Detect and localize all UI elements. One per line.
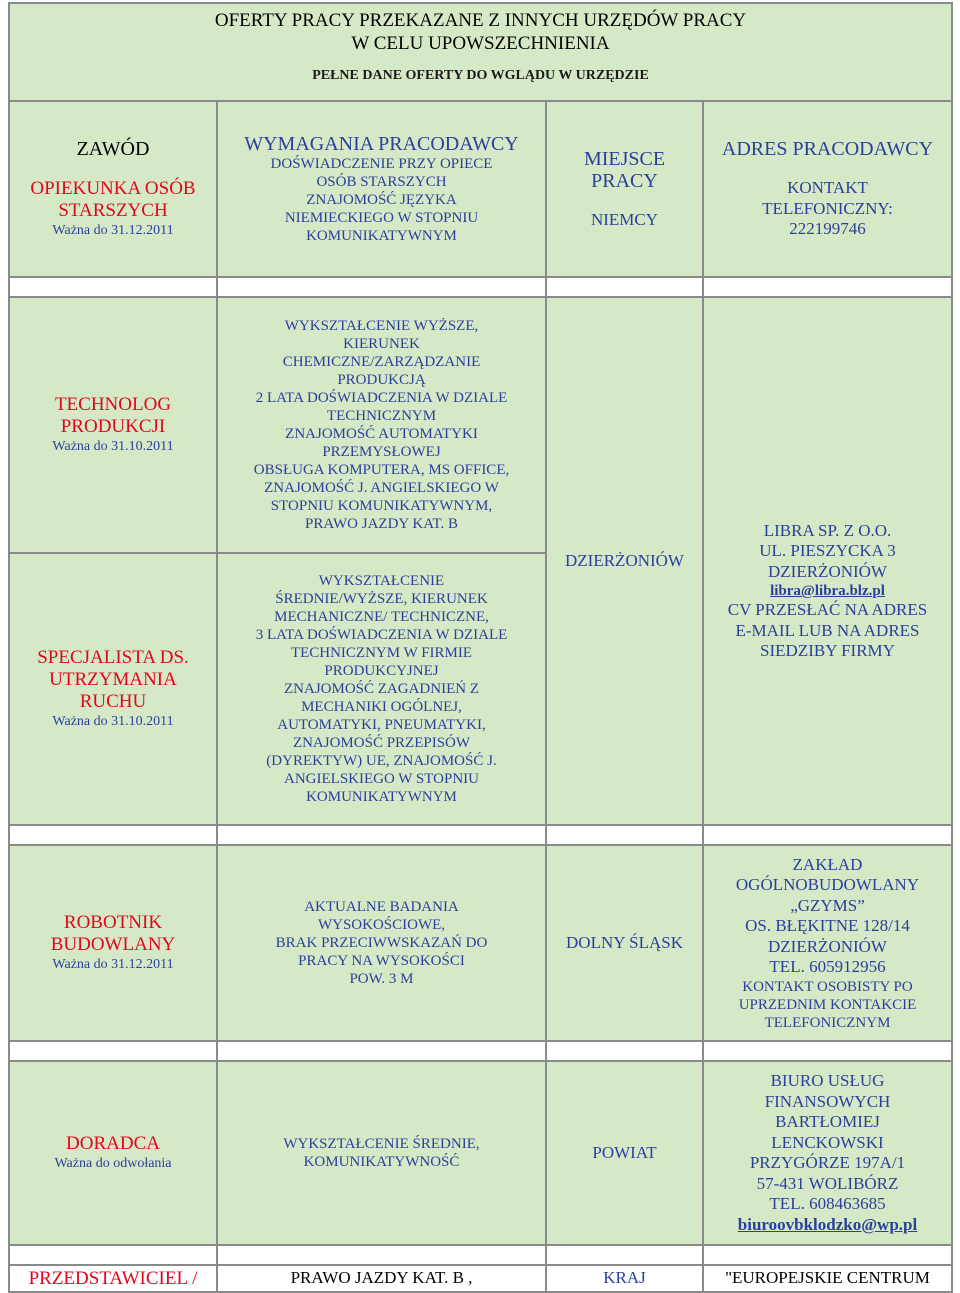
valid-until: Ważna do odwołania	[54, 1156, 172, 1171]
requirement-line: PRACY NA WYSOKOŚCI	[298, 953, 465, 969]
grid-line	[951, 2, 953, 1293]
requirement-line: ŚREDNIE/WYŻSZE, KIERUNEK	[275, 591, 488, 607]
grid-line	[8, 296, 953, 298]
row5-col4	[704, 1062, 951, 1244]
requirement-line: KOMUNIKATYWNYM	[306, 228, 457, 244]
address-line: 222199746	[789, 219, 866, 239]
requirement-line: 2 LATA DOŚWIADCZENIA W DZIALE	[255, 390, 508, 406]
requirement-line: ZNAJOMOŚĆ AUTOMATYKI	[285, 426, 478, 442]
col-header-miejsce-2: PRACY	[591, 169, 658, 192]
requirement-line: AKTUALNE BADANIA	[304, 899, 459, 915]
requirement-line: TECHNICZNYM W FIRMIE	[290, 645, 473, 661]
row2-col2	[218, 298, 545, 552]
address-line: ZAKŁAD	[792, 854, 863, 874]
address-line: DZIERŻONIÓW	[768, 561, 887, 581]
address-line: FINANSOWYCH	[764, 1091, 891, 1111]
requirement-line: ZNAJOMOŚĆ JĘZYKA	[306, 192, 457, 208]
work-place: POWIAT	[592, 1142, 657, 1162]
row3-col1	[10, 554, 216, 824]
requirement-line: PRZEMYSŁOWEJ	[322, 444, 441, 460]
address-line: OGÓLNOBUDOWLANY	[735, 875, 920, 894]
email-link[interactable]: libra@libra.blz.pl	[770, 583, 885, 599]
address-line: UPRZEDNIM KONTAKCIE	[738, 996, 917, 1013]
grid-line	[8, 2, 10, 1293]
spacer-row-4	[10, 1246, 951, 1264]
row4-col4	[704, 846, 951, 1040]
address-line: BARTŁOMIEJ	[775, 1112, 880, 1131]
address-line: KONTAKT OSOBISTY PO	[742, 978, 913, 995]
requirement-line: WYKSZTAŁCENIE ŚREDNIE,	[283, 1136, 480, 1152]
requirement-line: OSÓB STARSZYCH	[316, 174, 447, 190]
valid-until: Ważna do 31.12.2011	[52, 223, 174, 238]
row4-col1	[10, 846, 216, 1040]
grid-line	[8, 844, 953, 846]
row4-col2	[218, 846, 545, 1040]
row1-col2	[218, 102, 545, 276]
grid-line	[8, 824, 953, 826]
grid-line	[702, 100, 704, 1293]
job-title-line: ROBOTNIK	[63, 912, 163, 933]
row4-col3	[547, 846, 702, 1040]
spacer-row-2	[10, 826, 951, 844]
job-title-line: SPECJALISTA DS.	[37, 647, 189, 668]
job-title-line: BUDOWLANY	[50, 934, 176, 955]
grid-line	[216, 100, 218, 1293]
job-title-line: OPIEKUNKA OSÓB	[30, 178, 196, 199]
address-line: LENCKOWSKI	[771, 1132, 884, 1152]
requirement-line: AUTOMATYKI, PNEUMATYKI,	[277, 717, 486, 733]
job-title-line: TECHNOLOG	[54, 394, 172, 415]
grid-line	[8, 1264, 953, 1266]
address-line: 57-431 WOLIBÓRZ	[756, 1173, 899, 1193]
grid-line	[8, 276, 953, 278]
valid-until: Ważna do 31.10.2011	[52, 439, 174, 454]
address-line: „GZYMS”	[790, 895, 865, 915]
requirement-line: PRAWO JAZDY KAT. B	[305, 516, 458, 532]
row1-col4	[704, 102, 951, 276]
spacer-row-1	[10, 278, 951, 296]
requirement-line: PRODUKCYJNEJ	[324, 663, 439, 679]
address-line: KONTAKT	[787, 178, 868, 198]
work-place: NIEMCY	[590, 209, 659, 229]
requirement-line: WYSOKOŚCIOWE,	[317, 917, 446, 933]
requirement-line: ANGIELSKIEGO W STOPNIU	[284, 771, 479, 787]
job-title-line: STARSZYCH	[58, 200, 168, 221]
header-title-line1: OFERTY PRACY PRZEKAZANE Z INNYCH URZĘDÓW PRACY	[214, 10, 747, 31]
grid-line	[8, 1244, 953, 1246]
requirement-line: KOMUNIKATYWNOŚĆ	[303, 1154, 460, 1170]
row6-col2	[218, 1266, 545, 1291]
requirement-line: WYKSZTAŁCENIE	[318, 573, 445, 589]
job-title-line: PRZEDSTAWICIEL /	[28, 1267, 198, 1289]
address-line: TEL. 608463685	[769, 1194, 886, 1213]
valid-until: Ważna do 31.10.2011	[52, 714, 174, 729]
requirement-line: BRAK PRZECIWWSKAZAŃ DO	[275, 935, 488, 951]
address-line: PRZYGÓRZE 197A/1	[749, 1153, 906, 1172]
valid-until: Ważna do 31.12.2011	[52, 957, 174, 972]
row5-col2	[218, 1062, 545, 1244]
address-line: DZIERŻONIÓW	[768, 936, 887, 956]
address-line: CV PRZESŁAĆ NA ADRES	[727, 600, 928, 619]
requirement-line: STOPNIU KOMUNIKATYWNYM,	[270, 498, 493, 514]
address-line: SIEDZIBY FIRMY	[760, 641, 895, 660]
requirement-line: ZNAJOMOŚĆ J. ANGIELSKIEGO W	[264, 480, 499, 496]
address-line: UL. PIESZYCKA 3	[759, 541, 896, 560]
grid-line	[8, 552, 547, 554]
requirement-line: MECHANICZNE/ TECHNICZNE,	[274, 609, 489, 625]
requirement-line: TECHNICZNYM	[326, 408, 437, 424]
rows23-address	[704, 298, 951, 824]
requirement-line: PRODUKCJĄ	[337, 372, 426, 388]
requirement-line: WYKSZTAŁCENIE WYŻSZE,	[284, 318, 479, 334]
requirement-line: POW. 3 M	[349, 971, 414, 987]
work-place: KRAJ	[603, 1268, 646, 1288]
row6-col4	[704, 1266, 951, 1291]
work-place: DOLNY ŚLĄSK	[566, 932, 683, 952]
col-header-adres: ADRES PRACODAWCY	[721, 138, 934, 161]
row5-col3	[547, 1062, 702, 1244]
work-place: DZIERŻONIÓW	[565, 550, 684, 570]
address-line: BIURO USŁUG	[770, 1071, 885, 1090]
requirement-line: CHEMICZNE/ZARZĄDZANIE	[282, 354, 481, 370]
email-link[interactable]: biuroovbklodzko@wp.pl	[737, 1214, 918, 1234]
job-title-line: UTRZYMANIA	[49, 669, 177, 690]
requirement-line: ZNAJOMOŚĆ PRZEPISÓW	[292, 735, 471, 751]
address-line: E-MAIL LUB NA ADRES	[735, 620, 920, 640]
job-title-line: RUCHU	[79, 691, 147, 712]
requirement-line: PRAWO JAZDY KAT. B ,	[290, 1268, 473, 1288]
row2-col1	[10, 298, 216, 552]
spacer-row-3	[10, 1042, 951, 1060]
job-title-line: DORADCA	[66, 1133, 160, 1154]
rows23-place	[547, 298, 702, 824]
col-header-wymagania: WYMAGANIA PRACODAWCY	[244, 133, 519, 155]
grid-line	[8, 2, 953, 4]
address-line: TELEFONICZNY:	[762, 198, 893, 218]
address-line: OS. BŁĘKITNE 128/14	[745, 916, 910, 935]
requirement-line: (DYREKTYW) UE, ZNAJOMOŚĆ J.	[266, 753, 497, 769]
job-title-line: PRODUKCJI	[60, 416, 166, 437]
col-header-zawod: ZAWÓD	[76, 138, 150, 160]
grid-line	[8, 1060, 953, 1062]
address-line: TELEFONICZNYM	[764, 1014, 891, 1031]
requirement-line: ZNAJOMOŚĆ ZAGADNIEŃ Z	[284, 681, 479, 697]
grid-line	[8, 1040, 953, 1042]
requirement-line: NIEMIECKIEGO W STOPNIU	[284, 210, 479, 226]
requirement-line: OBSŁUGA KOMPUTERA, MS OFFICE,	[253, 462, 510, 478]
requirement-line: 3 LATA DOŚWIADCZENIA W DZIALE	[255, 627, 508, 643]
row3-col2	[218, 554, 545, 824]
header-title-line2: W CELU UPOWSZECHNIENIA	[351, 33, 610, 54]
requirement-line: MECHANIKI OGÓLNEJ,	[301, 699, 462, 715]
row6-col3	[547, 1266, 702, 1291]
grid-line	[545, 100, 547, 1293]
header-cell	[10, 4, 951, 100]
requirement-line: KOMUNIKATYWNYM	[306, 789, 457, 805]
address-line: "EUROPEJSKIE CENTRUM	[725, 1268, 930, 1288]
requirement-line: KIERUNEK	[343, 336, 420, 352]
address-line: TEL. 605912956	[769, 957, 886, 976]
row6-col1	[10, 1266, 216, 1291]
col-header-miejsce: MIEJSCE	[583, 147, 666, 170]
header-note: PEŁNE DANE OFERTY DO WGLĄDU W URZĘDZIE	[312, 68, 649, 83]
row5-col1	[10, 1062, 216, 1244]
row1-col1	[10, 102, 216, 276]
requirement-line: DOŚWIADCZENIE PRZY OPIECE	[270, 156, 493, 172]
grid-line	[8, 100, 953, 102]
row1-col3	[547, 102, 702, 276]
address-line: LIBRA SP. Z O.O.	[763, 520, 892, 540]
